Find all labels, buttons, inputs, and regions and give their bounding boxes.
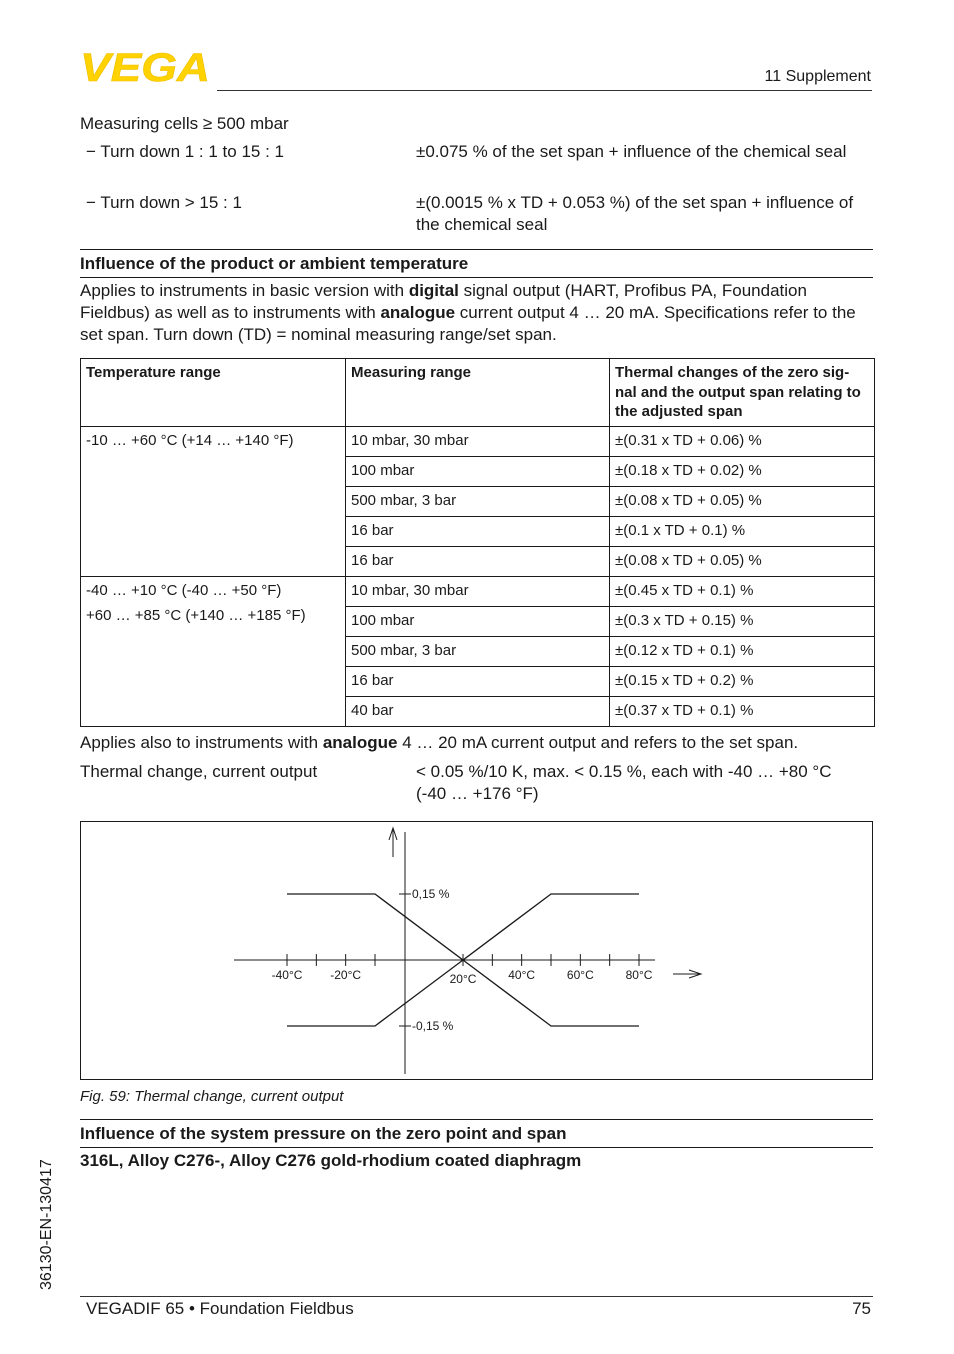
section-label: 11 Supplement [764,68,871,85]
y-tick-label: -0,15 % [412,1019,454,1033]
y-tick-label: 0,15 % [412,887,450,901]
turn-down-2-value: ±(0.0015 % x TD + 0.053 %) of the set span + influence of the chemical seal [416,193,854,234]
table-row [81,576,875,606]
change-cell: ±(0.12 x TD + 0.1) % [610,636,875,666]
measuring-cells-title: Measuring cells ≥ 500 mbar [80,114,289,133]
change-cell: ±(0.1 x TD + 0.1) % [610,516,875,546]
heading-rule [80,277,873,278]
x-tick-label: 80°C [625,968,653,982]
thermal-chart [81,822,872,1079]
change-cell: ±(0.08 x TD + 0.05) % [610,486,875,516]
change-cell: ±(0.08 x TD + 0.05) % [610,546,875,576]
diaphragm-subheading: 316L, Alloy C276-, Alloy C276 gold-rhodium coated diaphragm [80,1151,582,1170]
footer-product: VEGADIF 65 • Foundation Fieldbus [86,1299,354,1318]
header-measuring-range: Measuring range [346,359,610,427]
turn-down-1-label: − Turn down 1 : 1 to 15 : 1 [86,142,284,161]
section-rule [80,249,873,250]
vega-logo [80,50,212,84]
footer-rule [80,1296,873,1297]
measuring-cell: 16 bar [346,666,610,696]
pressure-heading: Influence of the system pressure on the zero point and span [80,1124,567,1143]
temperature-intro: Applies to instruments in basic version with digital signal output (HART, Profibus PA, Foundation Fieldbus) as well as to instruments with analogue current output 4 … 20 mA. Specifications refer to the set span. Turn down (TD) = nominal measuring range/set span. [80,281,856,344]
turn-down-2-label: − Turn down > 15 : 1 [86,193,242,212]
x-tick-label: 40°C [508,968,536,982]
brand-wordmark: VEGA [80,50,210,84]
y-axis-arrow [389,828,397,857]
thermal-change-value: < 0.05 %/10 K, max. < 0.15 %, each with -40 … +80 °C (-40 … +176 °F) [416,762,832,803]
change-cell: ±(0.15 x TD + 0.2) % [610,666,875,696]
document-id: 36130-EN-130417 [38,1159,55,1290]
x-tick-label: 20°C [449,972,477,986]
page-number: 75 [852,1299,871,1318]
temperature-range-cell: -10 … +60 °C (+14 … +140 °F) [81,426,346,576]
measuring-cell: 500 mbar, 3 bar [346,486,610,516]
measuring-cell: 500 mbar, 3 bar [346,636,610,666]
turn-down-1-value: ±0.075 % of the set span + influence of the chemical seal [416,142,847,161]
change-cell: ±(0.18 x TD + 0.02) % [610,456,875,486]
temperature-range-cell: -40 … +10 °C (-40 … +50 °F) +60 … +85 °C (+140 … +185 °F) [81,576,346,726]
change-cell: ±(0.31 x TD + 0.06) % [610,426,875,456]
heading-rule-2 [80,1147,873,1148]
temperature-heading: Influence of the product or ambient temperature [80,254,469,273]
measuring-cell: 16 bar [346,546,610,576]
table-header-row [81,359,875,427]
figure-caption: Fig. 59: Thermal change, current output [80,1088,344,1105]
analogue-note: Applies also to instruments with analogue 4 … 20 mA current output and refers to the set span. [80,733,799,752]
header-temperature-range: Temperature range [81,359,346,427]
x-tick-label: -40°C [271,968,303,982]
measuring-cell: 10 mbar, 30 mbar [346,426,610,456]
series-line-upper [287,894,639,960]
change-cell: ±(0.3 x TD + 0.15) % [610,606,875,636]
thermal-change-label: Thermal change, current output [80,762,318,781]
x-tick-label: 60°C [566,968,594,982]
measuring-cell: 16 bar [346,516,610,546]
measuring-cell: 40 bar [346,696,610,726]
header-rule [217,90,872,91]
measuring-cell: 100 mbar [346,606,610,636]
thermal-chart-frame [80,821,873,1080]
section-rule-2 [80,1119,873,1120]
header-thermal-changes: Thermal changes of the zero sig-nal and the output span relating to the adjusted span [610,359,875,427]
measuring-cell: 100 mbar [346,456,610,486]
table-row [81,426,875,456]
temperature-table [80,358,875,727]
measuring-cell: 10 mbar, 30 mbar [346,576,610,606]
x-tick-label: -20°C [330,968,362,982]
change-cell: ±(0.37 x TD + 0.1) % [610,696,875,726]
x-axis-arrow [673,970,701,978]
change-cell: ±(0.45 x TD + 0.1) % [610,576,875,606]
